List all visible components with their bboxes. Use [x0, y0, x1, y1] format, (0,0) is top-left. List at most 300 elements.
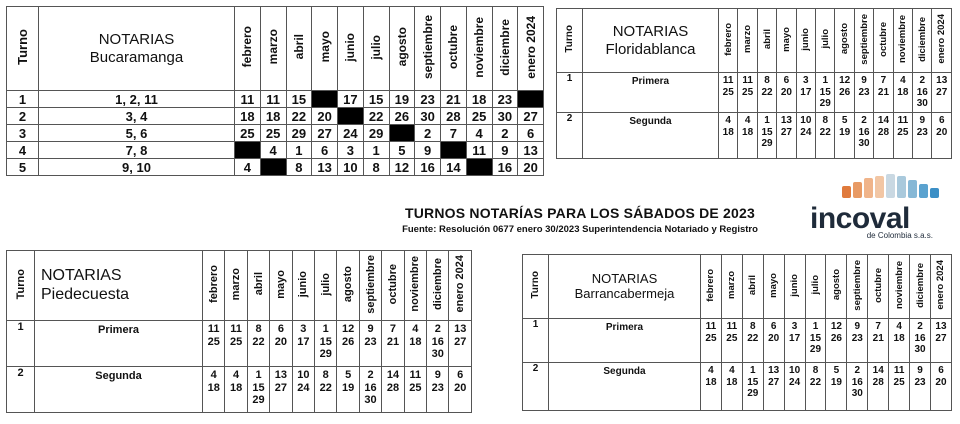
notarias-list: Segunda — [35, 367, 203, 413]
date-value: 2 — [854, 365, 861, 376]
source-note: Fuente: Resolución 0677 enero 30/2023 Superintendencia Notariado y Registro — [402, 224, 758, 235]
date-value: 11 — [742, 75, 753, 86]
month-header-4 — [338, 7, 364, 91]
date-value: 29 — [819, 98, 831, 109]
date-cell — [315, 321, 337, 367]
date-cell: 16 — [415, 159, 441, 176]
date-value: 25 — [742, 86, 754, 98]
date-cell: 16 — [492, 159, 518, 176]
month-label: marzo — [742, 25, 754, 53]
date-cell — [835, 113, 854, 159]
month-header-10 — [427, 251, 449, 321]
city-title: Piedecuesta — [41, 285, 130, 303]
header-row — [523, 255, 952, 319]
table-row — [7, 125, 544, 142]
month-header-4 — [796, 9, 815, 73]
table-row — [7, 367, 472, 413]
date-cell — [874, 113, 893, 159]
date-cell — [315, 367, 337, 413]
date-cell — [719, 73, 738, 113]
date-cell — [763, 319, 784, 363]
date-value: 1 — [764, 115, 770, 126]
month-label: enero 2024 — [936, 14, 948, 64]
header-row — [7, 251, 472, 321]
month-label: diciembre — [914, 262, 926, 308]
date-cell — [847, 363, 868, 411]
month-label: marzo — [230, 267, 243, 301]
month-label: julio — [369, 34, 384, 60]
month-label: enero 2024 — [523, 15, 538, 79]
notarias-list: Segunda — [549, 363, 701, 411]
date-value: 18 — [722, 126, 734, 138]
month-header-2 — [757, 9, 776, 73]
logo-tagline: de Colombia s.a.s. — [866, 231, 933, 240]
month-header-6 — [835, 9, 854, 73]
date-value: 16 — [851, 376, 863, 388]
date-value: 19 — [830, 376, 842, 388]
date-value: 25 — [705, 332, 717, 344]
incoval-logo — [810, 172, 955, 242]
month-label: mayo — [317, 31, 332, 63]
date-cell: 18 — [235, 108, 261, 125]
notarias-title: NOTARIAS — [612, 23, 689, 41]
date-value: 10 — [297, 369, 310, 381]
date-cell: 11 — [235, 91, 261, 108]
logo-bar — [842, 186, 851, 198]
month-header-11 — [518, 7, 544, 91]
month-label: abril — [761, 28, 773, 50]
date-value: 25 — [893, 376, 905, 388]
month-header-9 — [404, 251, 426, 321]
month-header-1 — [721, 255, 742, 319]
date-cell: 3 — [338, 142, 364, 159]
date-cell — [382, 321, 404, 367]
logo-bar — [930, 188, 939, 198]
date-cell: 2 — [415, 125, 441, 142]
date-cell — [757, 113, 776, 159]
date-value: 3 — [300, 323, 307, 335]
date-value: 13 — [768, 365, 780, 376]
month-header-9 — [893, 9, 912, 73]
month-label: septiembre — [851, 259, 863, 311]
date-cell: 11 — [260, 91, 286, 108]
month-label: julio — [809, 275, 821, 295]
month-header-7 — [415, 7, 441, 91]
turno-header-label: Turno — [14, 268, 27, 300]
date-cell: 8 — [286, 159, 312, 176]
date-cell — [449, 321, 472, 367]
date-cell — [427, 321, 449, 367]
date-cell: 23 — [415, 91, 441, 108]
date-value: 22 — [761, 86, 773, 98]
date-value: 27 — [768, 376, 780, 388]
month-header-8 — [382, 251, 404, 321]
date-value: 4 — [725, 115, 731, 126]
date-value: 15 — [747, 376, 759, 388]
date-value: 11 — [726, 321, 738, 332]
logo-bar — [908, 180, 917, 198]
date-value: 7 — [880, 75, 887, 86]
date-cell — [930, 363, 951, 411]
date-value: 28 — [872, 376, 884, 388]
logo-bars-graphic — [810, 172, 955, 200]
date-cell: 26 — [389, 108, 415, 125]
blocked-cell — [389, 125, 415, 142]
floridablanca-table — [556, 8, 952, 159]
notarias-title: NOTARIAS — [591, 270, 658, 286]
date-value: 27 — [780, 126, 792, 138]
logo-bar — [875, 176, 884, 198]
date-value: 4 — [210, 369, 217, 381]
date-value: 17 — [789, 332, 801, 344]
date-cell — [742, 363, 763, 411]
date-value: 6 — [783, 75, 790, 86]
date-value: 23 — [431, 381, 444, 394]
date-value: 14 — [877, 115, 890, 126]
date-cell — [721, 363, 742, 411]
month-label: febrero — [207, 265, 220, 303]
turno-number: 2 — [7, 108, 39, 125]
date-cell — [932, 113, 952, 159]
turno-header — [7, 7, 39, 91]
date-cell — [225, 367, 247, 413]
month-label: junio — [343, 32, 358, 62]
date-cell — [796, 73, 815, 113]
date-value: 11 — [705, 321, 717, 332]
date-cell: 17 — [338, 91, 364, 108]
date-value: 23 — [851, 332, 863, 344]
date-value: 29 — [809, 344, 822, 355]
month-label: diciembre — [916, 16, 928, 62]
date-value: 18 — [409, 335, 422, 348]
date-value: 21 — [386, 335, 400, 348]
date-value: 4 — [233, 369, 240, 381]
turno-header-label: Turno — [530, 271, 541, 299]
month-label: octubre — [446, 24, 461, 69]
table-row — [7, 159, 544, 176]
date-value: 6 — [770, 321, 777, 332]
notarias-list: 5, 6 — [39, 125, 235, 142]
date-value: 18 — [897, 86, 909, 98]
blocked-cell — [312, 91, 338, 108]
month-header-0 — [719, 9, 738, 73]
month-header-5 — [363, 7, 389, 91]
page-title: TURNOS NOTARÍAS PARA LOS SÁBADOS DE 2023 — [404, 205, 755, 221]
date-value: 16 — [364, 381, 377, 394]
date-cell — [701, 319, 722, 363]
date-cell — [889, 319, 910, 363]
header-row — [7, 7, 544, 91]
date-value: 28 — [877, 126, 890, 138]
month-label: agosto — [839, 23, 851, 55]
date-cell — [721, 319, 742, 363]
date-cell: 11 — [466, 142, 492, 159]
date-cell — [854, 73, 873, 113]
turno-number: 3 — [7, 125, 39, 142]
date-cell: 6 — [312, 142, 338, 159]
date-value: 20 — [936, 126, 948, 138]
turno-header-label: Turno — [15, 29, 30, 65]
city-title: Barrancabermeja — [574, 285, 675, 301]
month-label: marzo — [726, 271, 738, 299]
notarias-title: NOTARIAS — [98, 31, 175, 49]
date-cell — [854, 113, 873, 159]
notarias-list: Segunda — [583, 113, 719, 159]
date-value: 4 — [729, 365, 735, 376]
date-cell — [337, 367, 359, 413]
header-row — [557, 9, 952, 73]
turno-header-label: Turno — [564, 25, 575, 53]
date-value: 1 — [812, 321, 819, 332]
date-cell — [796, 113, 815, 159]
date-value: 25 — [722, 86, 734, 98]
month-header-2 — [742, 255, 763, 319]
date-value: 19 — [342, 381, 355, 394]
date-cell: 9 — [492, 142, 518, 159]
month-label: abril — [291, 34, 306, 60]
date-cell — [826, 319, 847, 363]
month-label: diciembre — [497, 18, 512, 76]
date-value: 26 — [830, 332, 842, 344]
turno-number: 5 — [7, 159, 39, 176]
turno-number: 1 — [557, 73, 583, 113]
date-value: 2 — [917, 321, 923, 332]
date-cell — [816, 73, 835, 113]
date-cell: 13 — [518, 142, 544, 159]
month-label: mayo — [274, 269, 287, 299]
date-cell: 7 — [441, 125, 467, 142]
date-value: 13 — [936, 75, 948, 86]
month-label: enero 2024 — [935, 260, 947, 310]
date-value: 29 — [747, 388, 759, 399]
date-value: 10 — [789, 365, 801, 376]
date-value: 4 — [896, 321, 902, 332]
turno-header — [7, 251, 35, 321]
blocked-cell — [235, 142, 261, 159]
date-value: 6 — [938, 365, 944, 376]
month-header-0 — [203, 251, 225, 321]
date-cell: 2 — [492, 125, 518, 142]
month-header-7 — [847, 255, 868, 319]
date-cell — [719, 113, 738, 159]
blocked-cell — [518, 91, 544, 108]
date-cell: 28 — [441, 108, 467, 125]
date-cell — [847, 319, 868, 363]
month-label: julio — [319, 272, 332, 296]
date-value: 22 — [819, 126, 831, 138]
month-header-8 — [874, 9, 893, 73]
barrancabermeja-table — [522, 254, 952, 411]
month-header-1 — [738, 9, 757, 73]
date-cell: 21 — [441, 91, 467, 108]
date-cell — [292, 367, 314, 413]
date-cell: 4 — [260, 142, 286, 159]
date-cell — [910, 319, 931, 363]
date-value: 8 — [322, 369, 329, 381]
month-header-7 — [854, 9, 873, 73]
notarias-title: NOTARIAS — [41, 267, 122, 285]
month-label: febrero — [722, 22, 734, 56]
date-value: 21 — [877, 86, 890, 98]
date-value: 20 — [935, 376, 947, 388]
date-cell — [337, 321, 359, 367]
notarias-title-cell — [35, 251, 203, 321]
date-value: 27 — [935, 332, 947, 344]
month-label: febrero — [240, 26, 255, 68]
logo-bar — [919, 184, 928, 198]
date-value: 15 — [809, 332, 822, 344]
month-header-4 — [292, 251, 314, 321]
table-row — [7, 108, 544, 125]
date-cell: 25 — [466, 108, 492, 125]
month-header-5 — [315, 251, 337, 321]
date-cell — [930, 319, 951, 363]
month-header-8 — [441, 7, 467, 91]
date-value: 18 — [726, 376, 738, 388]
date-cell — [913, 73, 932, 113]
turno-header — [523, 255, 549, 319]
date-value: 8 — [764, 75, 770, 86]
date-cell: 18 — [466, 91, 492, 108]
date-value: 9 — [434, 369, 441, 381]
date-cell — [270, 367, 292, 413]
month-label: enero 2024 — [454, 255, 467, 313]
notarias-list: 3, 4 — [39, 108, 235, 125]
date-value: 20 — [768, 332, 780, 344]
turno-number: 1 — [523, 319, 549, 363]
date-cell — [757, 73, 776, 113]
date-value: 20 — [780, 86, 792, 98]
month-label: febrero — [705, 268, 717, 302]
table-row — [557, 113, 952, 159]
date-value: 11 — [230, 323, 242, 335]
date-value: 3 — [803, 75, 809, 86]
blocked-cell — [260, 159, 286, 176]
date-cell: 25 — [260, 125, 286, 142]
date-value: 24 — [800, 126, 812, 138]
date-value: 4 — [708, 365, 714, 376]
date-cell: 18 — [260, 108, 286, 125]
date-value: 25 — [409, 381, 422, 394]
table-row — [523, 319, 952, 363]
date-value: 4 — [900, 75, 906, 86]
date-value: 25 — [897, 126, 909, 138]
month-label: octubre — [386, 263, 399, 305]
date-value: 2 — [367, 369, 374, 381]
date-cell: 27 — [518, 108, 544, 125]
month-label: septiembre — [364, 254, 377, 314]
month-label: noviembre — [897, 14, 909, 64]
month-label: abril — [747, 274, 759, 296]
date-value: 19 — [839, 126, 851, 138]
date-cell — [270, 321, 292, 367]
city-title: Bucaramanga — [89, 48, 184, 66]
month-header-10 — [913, 9, 932, 73]
date-cell — [777, 113, 796, 159]
month-label: mayo — [780, 26, 792, 52]
date-cell — [359, 321, 381, 367]
date-value: 1 — [749, 365, 756, 376]
month-label: noviembre — [409, 256, 422, 312]
month-header-5 — [805, 255, 826, 319]
date-value: 20 — [274, 335, 288, 348]
table-row — [7, 91, 544, 108]
date-value: 26 — [839, 86, 851, 98]
turno-number: 2 — [7, 367, 35, 413]
logo-bar — [886, 174, 895, 198]
date-value: 12 — [830, 321, 842, 332]
logo-bar — [853, 182, 862, 198]
date-cell — [763, 363, 784, 411]
date-cell: 15 — [286, 91, 312, 108]
month-header-2 — [286, 7, 312, 91]
date-value: 4 — [412, 323, 419, 335]
date-cell — [913, 113, 932, 159]
month-header-5 — [816, 9, 835, 73]
table-row — [7, 142, 544, 159]
date-value: 23 — [364, 335, 377, 348]
date-cell — [893, 113, 912, 159]
date-value: 25 — [207, 335, 220, 348]
date-cell — [203, 367, 225, 413]
month-label: agosto — [830, 269, 842, 301]
date-value: 29 — [761, 138, 773, 149]
date-cell — [701, 363, 722, 411]
date-value: 14 — [872, 365, 884, 376]
date-cell — [777, 73, 796, 113]
date-value: 7 — [389, 323, 397, 335]
date-value: 2 — [919, 75, 926, 86]
month-header-10 — [492, 7, 518, 91]
date-cell — [868, 363, 889, 411]
date-value: 11 — [409, 369, 422, 381]
notarias-list: 7, 8 — [39, 142, 235, 159]
notarias-list: Primera — [35, 321, 203, 367]
date-value: 15 — [761, 126, 773, 138]
date-value: 27 — [274, 381, 288, 394]
date-value: 3 — [791, 321, 798, 332]
date-value: 8 — [812, 365, 819, 376]
notarias-list: 9, 10 — [39, 159, 235, 176]
month-label: julio — [819, 29, 831, 49]
bucaramanga-table — [6, 6, 544, 176]
date-value: 5 — [841, 115, 848, 126]
month-header-4 — [784, 255, 805, 319]
date-value: 14 — [386, 369, 400, 381]
month-header-10 — [910, 255, 931, 319]
date-cell: 6 — [518, 125, 544, 142]
date-value: 24 — [297, 381, 310, 394]
date-cell: 1 — [363, 142, 389, 159]
date-cell: 23 — [492, 91, 518, 108]
date-value: 30 — [364, 394, 377, 407]
date-value: 10 — [800, 115, 812, 126]
date-value: 11 — [897, 115, 909, 126]
turno-number: 1 — [7, 91, 39, 108]
date-value: 24 — [789, 376, 801, 388]
date-value: 27 — [936, 86, 948, 98]
date-value: 16 — [914, 332, 926, 344]
month-header-3 — [312, 7, 338, 91]
date-value: 29 — [252, 394, 265, 407]
date-cell: 1 — [286, 142, 312, 159]
month-header-3 — [270, 251, 292, 321]
date-value: 25 — [726, 332, 738, 344]
date-cell — [738, 113, 757, 159]
date-cell: 25 — [235, 125, 261, 142]
table-row — [523, 363, 952, 411]
date-value: 17 — [297, 335, 310, 348]
